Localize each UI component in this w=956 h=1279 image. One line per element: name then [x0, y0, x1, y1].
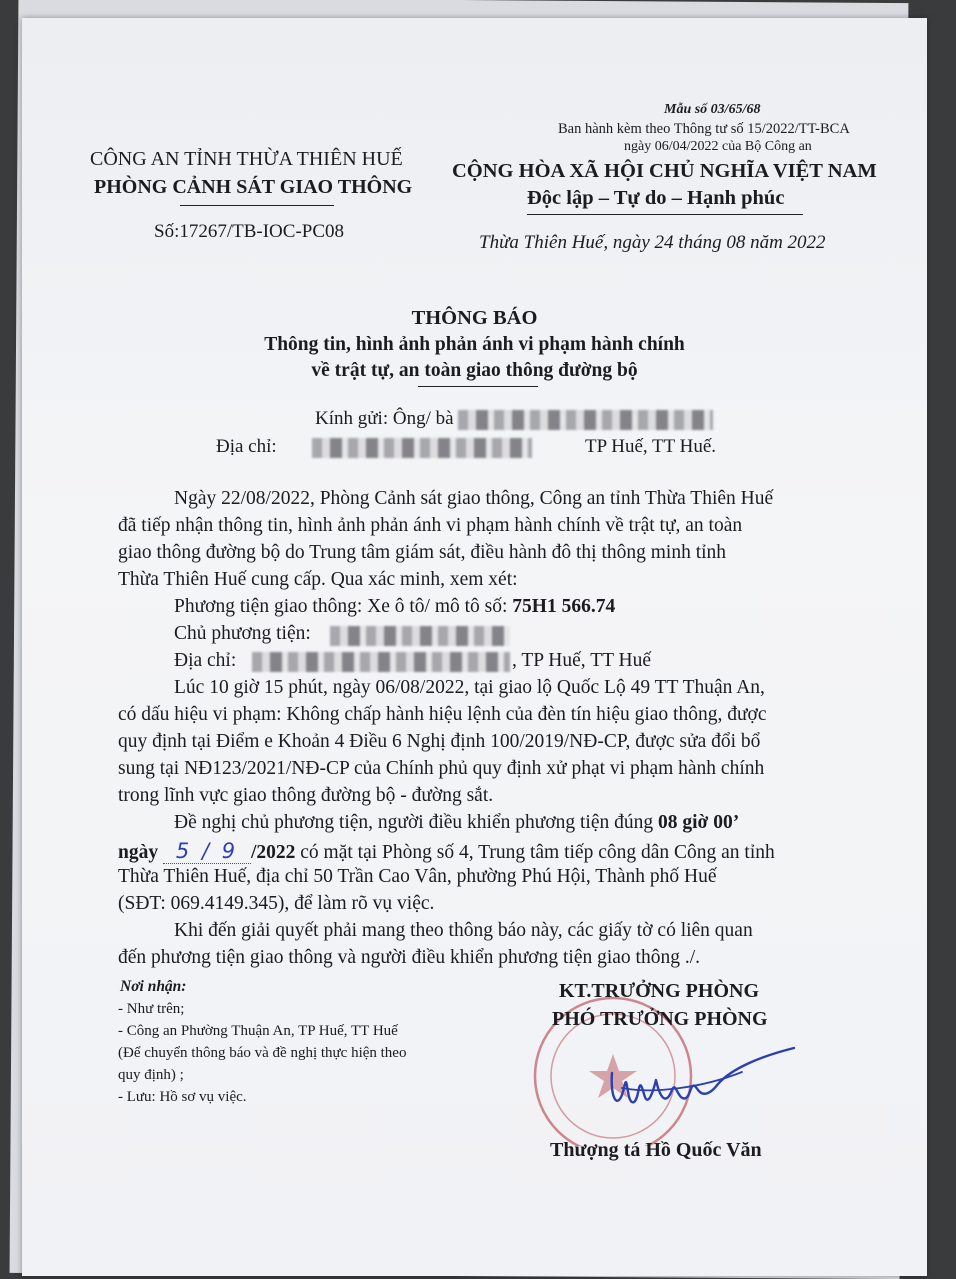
body-p3-line2	[118, 839, 775, 864]
body-p2-line5: trong lĩnh vực giao thông đường bộ - đường sắt.	[118, 785, 494, 806]
form-number: Mẫu số 03/65/68	[664, 102, 761, 117]
body-p4-line2: đến phương tiện giao thông và người điều khiển phương tiện giao thông ./.	[118, 947, 701, 968]
recipient-address-tail: TP Huế, TT Huế.	[585, 436, 717, 457]
body-p1-line2: đã tiếp nhận thông tin, hình ảnh phản ánh vi phạm hành chính về trật tự, an toàn	[118, 515, 743, 536]
body-p2-line4: sung tại NĐ123/2021/NĐ-CP của Chính phủ quy định xử phạt vi phạm hành chính	[118, 758, 765, 779]
national-motto: Độc lập – Tự do – Hạnh phúc	[527, 187, 785, 209]
department-underline	[180, 205, 334, 206]
vehicle-line	[174, 596, 615, 618]
greeting-line	[315, 408, 713, 430]
owner-address-tail: , TP Huế, TT Huế	[512, 650, 652, 671]
redacted-recipient-name	[458, 410, 713, 430]
recipients-item-3: (Để chuyển thông báo và đề nghị thực hiện theo	[118, 1045, 407, 1061]
form-issued-date: ngày 06/04/2022 của Bộ Công an	[624, 139, 812, 154]
form-issued-with: Ban hành kèm theo Thông tư số 15/2022/TT-BCA	[558, 121, 850, 137]
body-p2-line3: quy định tại Điểm e Khoản 4 Điều 6 Nghị định 100/2019/NĐ-CP, được sửa đổi bổ	[118, 731, 761, 752]
greeting-label: Kính gửi: Ông/ bà	[315, 408, 454, 429]
body-p3-line3: Thừa Thiên Huế, địa chỉ 50 Trần Cao Vân, phường Phú Hội, Thành phố Huế	[118, 866, 717, 887]
motto-underline	[527, 214, 803, 215]
handwritten-date: 5 / 9	[163, 839, 251, 864]
department-name: PHÒNG CẢNH SÁT GIAO THÔNG	[94, 176, 413, 198]
subtitle-underline	[418, 386, 538, 387]
recipients-heading: Nơi nhận:	[120, 978, 187, 995]
body-p3-text: Đề nghị chủ phương tiện, người điều khiển phương tiện đúng	[174, 812, 654, 833]
recipients-item-5: - Lưu: Hồ sơ vụ việc.	[118, 1089, 247, 1105]
recipient-address-line	[216, 436, 277, 458]
redacted-owner-name	[330, 626, 510, 646]
body-p2-line2: có dấu hiệu vi phạm: Không chấp hành hiệu lệnh của đèn tín hiệu giao thông, được	[118, 704, 767, 725]
vehicle-plate: 75H1 566.74	[512, 596, 616, 617]
body-p3-line1	[174, 812, 739, 834]
appointment-year: /2022	[250, 842, 296, 863]
country-name: CỘNG HÒA XÃ HỘI CHỦ NGHĨA VIỆT NAM	[452, 160, 877, 182]
vehicle-label: Phương tiện giao thông: Xe ô tô/ mô tô số:	[174, 596, 508, 617]
notice-subtitle-1: Thông tin, hình ảnh phản ánh vi phạm hành chính	[264, 334, 685, 355]
body-p3-line2-tail: có mặt tại Phòng số 4, Trung tâm tiếp công dân Công an tỉnh	[300, 842, 775, 863]
notice-title: THÔNG BÁO	[411, 307, 538, 329]
signature-title-1: KT.TRƯỞNG PHÒNG	[559, 980, 759, 1002]
appointment-day-label: ngày	[118, 842, 159, 863]
place-and-date: Thừa Thiên Huế, ngày 24 tháng 08 năm 2022	[479, 232, 826, 253]
document-page	[22, 18, 927, 1276]
recipient-address-label: Địa chỉ:	[216, 436, 277, 457]
body-p2-line1: Lúc 10 giờ 15 phút, ngày 06/08/2022, tại giao lộ Quốc Lộ 49 TT Thuận An,	[174, 677, 765, 698]
signature-title-2: PHÓ TRƯỞNG PHÒNG	[552, 1008, 768, 1030]
handwritten-signature	[582, 1028, 802, 1128]
body-p4-line1: Khi đến giải quyết phải mang theo thông báo này, các giấy tờ có liên quan	[174, 920, 753, 941]
agency-name: CÔNG AN TỈNH THỪA THIÊN HUẾ	[90, 148, 403, 170]
body-p3-line4: (SĐT: 069.4149.345), để làm rõ vụ việc.	[118, 893, 435, 914]
recipients-item-2: - Công an Phường Thuận An, TP Huế, TT Huế	[118, 1023, 398, 1039]
notice-subtitle-2: về trật tự, an toàn giao thông đường bộ	[311, 360, 638, 381]
redacted-owner-address	[252, 652, 510, 672]
appointment-time: 08 giờ 00’	[658, 812, 740, 833]
body-p1-line3: giao thông đường bộ do Trung tâm giám sát, điều hành đô thị thông minh tỉnh	[118, 542, 727, 563]
recipients-item-1: - Như trên;	[118, 1001, 185, 1017]
document-number: Số:17267/TB-IOC-PC08	[154, 221, 345, 242]
body-p1-line1: Ngày 22/08/2022, Phòng Cảnh sát giao thông, Công an tỉnh Thừa Thiên Huế	[174, 488, 774, 509]
owner-label: Chủ phương tiện:	[174, 623, 311, 644]
signer-name: Thượng tá Hồ Quốc Văn	[550, 1139, 762, 1161]
recipients-item-4: quy định) ;	[118, 1067, 184, 1083]
owner-address-label: Địa chỉ:	[174, 650, 237, 671]
body-p1-line4: Thừa Thiên Huế cung cấp. Qua xác minh, xem xét:	[118, 569, 518, 590]
redacted-recipient-address	[312, 438, 532, 458]
